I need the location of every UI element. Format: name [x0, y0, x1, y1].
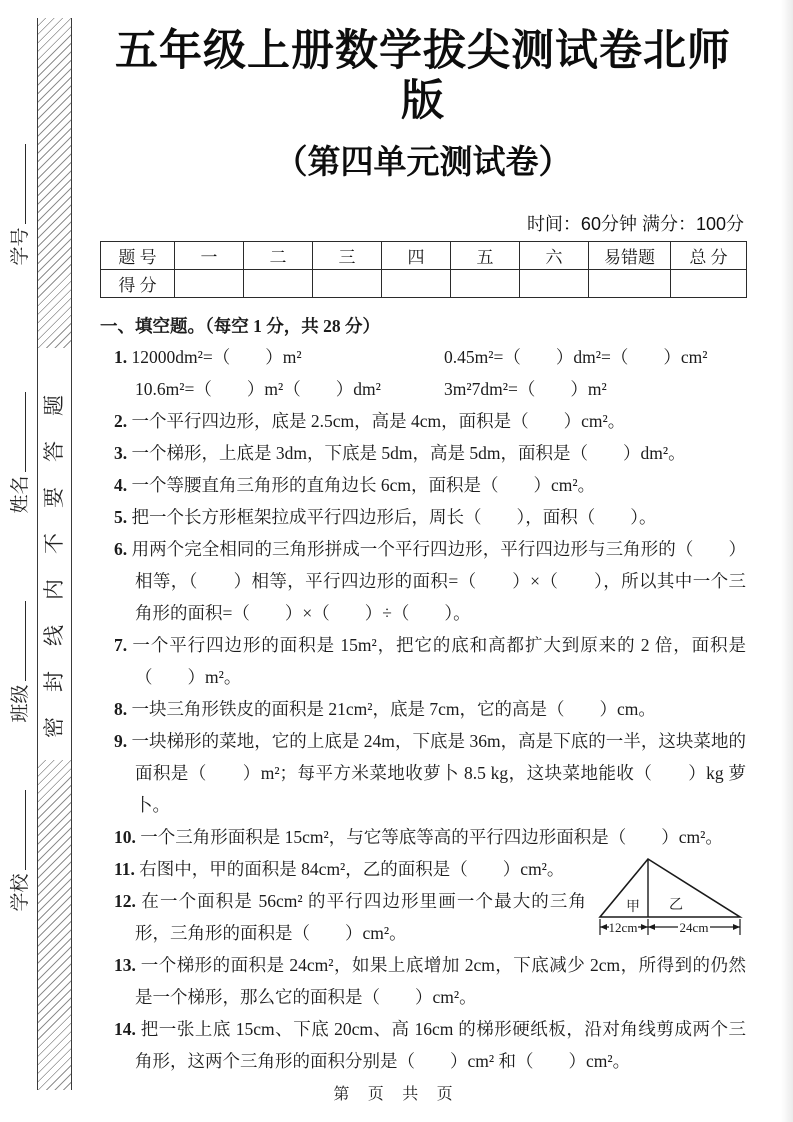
question-number: 10. — [114, 827, 136, 847]
name-blank-line — [11, 393, 26, 473]
score-cell-empty — [244, 270, 313, 298]
score-cell-empty — [671, 270, 747, 298]
score-table-col-1: 一 — [175, 242, 244, 270]
question-number: 8. — [114, 699, 128, 719]
question-text: 10.6m²=（ ）m²（ ）dm² — [135, 379, 381, 399]
question-text: 在一个面积是 56cm² 的平行四边形里画一个最大的三角形，三角形的面积是（ ）cm²。 — [135, 891, 587, 943]
question-number: 12. — [114, 891, 136, 911]
question-3 — [100, 437, 746, 469]
exam-time-score-info: 时间：60分钟 满分：100分 — [526, 214, 744, 234]
score-table-col-6: 六 — [520, 242, 589, 270]
question-number: 13. — [114, 955, 136, 975]
margin-label-school — [5, 776, 31, 926]
question-text: 把一个长方形框架拉成平行四边形后，周长（ ），面积（ ）。 — [131, 507, 657, 527]
dimension-24cm: 24cm — [679, 920, 709, 935]
school-blank-line — [11, 791, 26, 871]
seal-hatch-top — [38, 18, 71, 348]
question-14 — [100, 1013, 746, 1077]
student-id-blank-line — [11, 145, 26, 225]
margin-label-student-id-text: 学号 — [10, 227, 31, 266]
scan-edge-shadow — [781, 0, 793, 1122]
question-text: 一块梯形的菜地，它的上底是 24m，下底是 36m，高是下底的一半，这块菜地的面积是（ ）m²；每平方米菜地收萝卜 8.5 kg，这块菜地能收（ ）kg 萝卜。 — [131, 731, 746, 815]
question-1-row-1 — [114, 341, 746, 373]
score-row-label: 得 分 — [101, 270, 175, 298]
seal-strip — [37, 18, 72, 1090]
question-text: 一个平行四边形，底是 2.5cm，高是 4cm，面积是（ ）cm²。 — [131, 411, 626, 431]
question-text: 一个梯形的面积是 24cm²，如果上底增加 2cm，下底减少 2cm，所得到的仍然是一个梯形，那么它的面积是（ ）cm²。 — [135, 955, 746, 1007]
margin-label-name — [5, 378, 31, 528]
margin-label-name-text: 姓名 — [10, 475, 31, 514]
margin-label-school-text: 学校 — [10, 873, 31, 912]
question-1 — [100, 341, 746, 405]
question-text: 一个梯形，上底是 3dm，下底是 5dm，高是 5dm，面积是（ ）dm²。 — [131, 443, 686, 463]
region-label-jia: 甲 — [626, 900, 640, 915]
question-number: 9. — [114, 731, 128, 751]
question-4 — [100, 469, 746, 501]
question-text: 12000dm²=（ ）m² — [131, 347, 302, 367]
score-cell-empty — [382, 270, 451, 298]
score-cell-empty — [589, 270, 671, 298]
seal-hatch-bottom — [38, 760, 71, 1090]
margin-label-class — [5, 587, 31, 737]
question-number: 4. — [114, 475, 128, 495]
score-cell-empty — [313, 270, 382, 298]
questions-11-12-with-figure — [100, 853, 746, 949]
question-number: 5. — [114, 507, 128, 527]
question-10 — [100, 821, 746, 853]
question-text: 一个平行四边形的面积是 15m²，把它的底和高都扩大到原来的 2 倍，面积是（ ）m²。 — [132, 635, 746, 687]
score-table-col-error-prone: 易错题 — [589, 242, 671, 270]
page-footer: 第 页 共 页 — [333, 1086, 460, 1103]
score-table-col-5: 五 — [451, 242, 520, 270]
question-text: 用两个完全相同的三角形拼成一个平行四边形，平行四边形与三角形的（ ）相等，（ ）相等，平行四边形的面积=（ ）×（ ），所以其中一个三角形的面积=（ ）×（ ）÷（ ）。 — [131, 539, 747, 623]
question-1-row-2 — [114, 373, 746, 405]
score-cell-empty — [175, 270, 244, 298]
question-5 — [100, 501, 746, 533]
question-text: 一个等腰直角三角形的直角边长 6cm，面积是（ ）cm²。 — [131, 475, 596, 495]
arrowhead-left — [600, 924, 607, 930]
exam-page-content — [100, 0, 746, 1077]
seal-line-text: 密封线内不要答题 — [42, 370, 66, 738]
section-heading: 一、填空题。（每空 1 分，共 28 分） — [100, 316, 380, 336]
question-13 — [100, 949, 746, 1013]
score-table-col-2: 二 — [244, 242, 313, 270]
question-number: 11. — [114, 859, 135, 879]
question-number: 1. — [114, 347, 128, 367]
question-number: 7. — [114, 635, 128, 655]
question-number: 14. — [114, 1019, 136, 1039]
score-table-col-question-no: 题 号 — [101, 242, 175, 270]
arrowhead-right — [733, 924, 740, 930]
exam-title: 五年级上册数学拔尖测试卷北师版 — [115, 27, 731, 125]
score-cell-empty — [520, 270, 589, 298]
seal-text-area — [38, 348, 71, 760]
question-text: 0.45m²=（ ）dm²=（ ）cm² — [444, 347, 708, 367]
score-table — [100, 241, 747, 298]
score-table-col-4: 四 — [382, 242, 451, 270]
score-table-header-row — [101, 242, 747, 270]
score-table-score-row — [101, 270, 747, 298]
question-number: 6. — [114, 539, 128, 559]
arrowhead — [641, 924, 648, 930]
score-cell-empty — [451, 270, 520, 298]
question-2 — [100, 405, 746, 437]
margin-label-student-id — [5, 130, 31, 280]
score-table-col-3: 三 — [313, 242, 382, 270]
question-6 — [100, 533, 746, 629]
region-label-yi: 乙 — [669, 898, 683, 913]
question-number: 2. — [114, 411, 128, 431]
question-8 — [100, 693, 746, 725]
dimension-12cm: 12cm — [608, 920, 638, 935]
triangle-area-diagram — [594, 853, 746, 941]
question-7 — [100, 629, 746, 693]
arrowhead — [648, 924, 655, 930]
question-9 — [100, 725, 746, 821]
question-text: 一块三角形铁皮的面积是 21cm²，底是 7cm，它的高是（ ）cm。 — [131, 699, 656, 719]
fill-in-blank-questions — [100, 341, 746, 1077]
question-text: 一个三角形面积是 15cm²，与它等底等高的平行四边形面积是（ ）cm²。 — [140, 827, 723, 847]
score-table-col-total: 总 分 — [671, 242, 747, 270]
exam-subtitle: （第四单元测试卷） — [274, 143, 572, 180]
class-blank-line — [11, 602, 26, 682]
question-text: 3m²7dm²=（ ）m² — [444, 379, 607, 399]
question-text: 把一张上底 15cm、下底 20cm、高 16cm 的梯形硬纸板，沿对角线剪成两个三角形，这两个三角形的面积分别是（ ）cm² 和（ ）cm²。 — [135, 1019, 747, 1071]
question-text: 右图中，甲的面积是 84cm²，乙的面积是（ ）cm²。 — [139, 859, 565, 879]
margin-label-class-text: 班级 — [10, 684, 31, 723]
question-number: 3. — [114, 443, 128, 463]
